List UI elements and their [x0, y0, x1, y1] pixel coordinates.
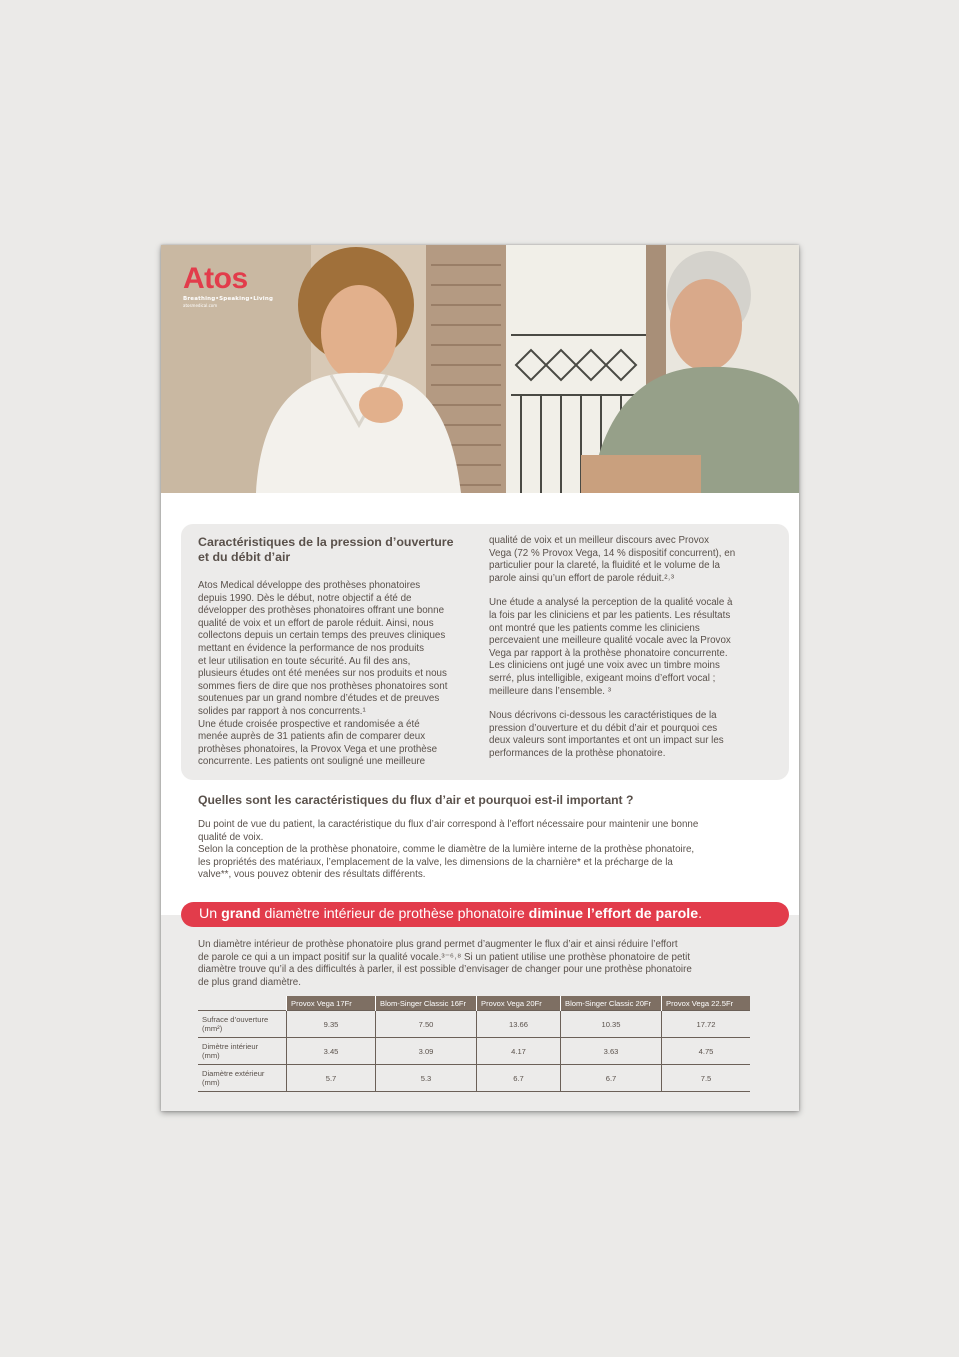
table-cell: 3.45 — [287, 1038, 376, 1065]
intro-right-column — [489, 535, 779, 761]
table-cell: 5.7 — [287, 1065, 376, 1092]
paragraph-line: soutenues par un grand nombre d’études et de preuves — [198, 693, 440, 705]
prosthesis-specs-table — [198, 996, 750, 1092]
paragraph-line: performances de la prothèse phonatoire. — [489, 747, 666, 759]
table-cell: 3.09 — [376, 1038, 477, 1065]
paragraph-line: qualité de voix et un effort de parole réduit. Ainsi, nous — [198, 617, 434, 629]
section1-title-line1: Caractéristiques de la pression d’ouverture — [198, 535, 454, 549]
table-cell: 6.7 — [477, 1065, 561, 1092]
paragraph-line: Les cliniciens ont jugé une voix avec un timbre moins — [489, 660, 720, 672]
paragraph-line: sommes fiers de dire que nos prothèses phonatoires sont — [198, 680, 448, 692]
table-cell: 5.3 — [376, 1065, 477, 1092]
banner-text-3: . — [698, 906, 703, 922]
paragraph-line: mettant en évidence la performance de nos produits — [198, 642, 425, 654]
row-label-line2: (mm) — [202, 1078, 220, 1087]
atos-logo — [183, 263, 273, 308]
paragraph-line: serré, plus intelligible, exigeant moins d’effort vocal ; — [489, 672, 716, 684]
section1-left-paragraphs — [198, 580, 478, 769]
paragraph-line: menée auprès de 31 patients afin de comparer deux — [198, 731, 426, 743]
banner-text-1: Un — [199, 906, 222, 922]
row-label — [198, 1065, 287, 1092]
logo-tagline: Breathing•Speaking•Living — [183, 296, 274, 302]
table-row — [198, 1011, 750, 1038]
row-label-line2: (mm) — [202, 1051, 220, 1060]
table-corner-cell — [198, 996, 287, 1011]
section1-right-paragraph-1 — [489, 535, 779, 585]
table-cell: 7.5 — [662, 1065, 751, 1092]
paragraph-line: qualité de voix. — [198, 831, 264, 843]
paragraph-line: Nous décrivons ci-dessous les caractéristiques de la — [489, 710, 717, 722]
document-page — [161, 245, 799, 1111]
paragraph-line: meilleure dans l’ensemble. ³ — [489, 685, 611, 697]
section3-paragraph — [198, 939, 778, 989]
paragraph-line: percevaient une meilleure qualité vocale avec la Provox — [489, 635, 731, 647]
banner-text-2: diamètre intérieur de prothèse phonatoire — [260, 906, 529, 922]
table-cell: 3.63 — [561, 1038, 662, 1065]
paragraph-line: plusieurs études ont été menées sur nos produits et nous — [198, 668, 447, 680]
table-cell: 4.17 — [477, 1038, 561, 1065]
paragraph-line: concurrente. Les patients ont souligné une meilleure — [198, 756, 426, 768]
table-cell: 13.66 — [477, 1011, 561, 1038]
paragraph-line: Selon la conception de la prothèse phonatoire, comme le diamètre de la lumière interne de la prothèse phonatoire, — [198, 844, 695, 856]
paragraph-line: pression d’ouverture et du débit d’air et pourquoi ces — [489, 722, 718, 734]
banner-text-bold-2: diminue l’effort de parole — [528, 906, 699, 922]
section2-paragraph — [198, 819, 778, 882]
paragraph-line: depuis 1990. Dès le début, notre objectif a été de — [198, 592, 412, 604]
table-cell: 17.72 — [662, 1011, 751, 1038]
row-label-line1: Diamètre extérieur — [202, 1069, 265, 1078]
paragraph-line: Du point de vue du patient, la caractéristique du flux d’air correspond à l’effort nécessaire pour maintenir une bonne — [198, 819, 699, 830]
paragraph-line: valve**, vous pouvez obtenir des résultats différents. — [198, 869, 426, 881]
diameter-section — [198, 939, 778, 989]
paragraph-line: Une étude croisée prospective et randomisée a été — [198, 718, 420, 730]
section1-right-paragraph-3 — [489, 710, 779, 760]
paragraph-line: Une étude a analysé la perception de la qualité vocale à — [489, 597, 733, 609]
table-cell: 4.75 — [662, 1038, 751, 1065]
paragraph-line: diamètre trouve qu’il a des difficultés à parler, il est possible d’envisager de changer pour une prothèse phonatoire — [198, 964, 692, 976]
table-row — [198, 1038, 750, 1065]
logo-wordmark: Atos — [183, 262, 248, 295]
paragraph-line: solides par rapport à nos concurrents.¹ — [198, 705, 366, 717]
table-cell: 10.35 — [561, 1011, 662, 1038]
paragraph-line: parole ainsi qu’un effort de parole réduit.²˒³ — [489, 572, 674, 584]
banner-text-bold-1: grand — [221, 906, 261, 922]
table-header: Blom-Singer Classic 16Fr — [376, 996, 477, 1011]
paragraph-line: collectons depuis un certain temps des preuves cliniques — [198, 630, 446, 642]
paragraph-line: Vega (72 % Provox Vega, 14 % dispositif concurrent), en — [489, 547, 736, 559]
section1-title-line2: et du débit d’air — [198, 550, 291, 564]
table-header: Provox Vega 17Fr — [287, 996, 376, 1011]
logo-subtagline: atosmedical.com — [183, 303, 218, 308]
row-label — [198, 1011, 287, 1038]
section1-right-paragraph-2 — [489, 597, 779, 698]
row-label — [198, 1038, 287, 1065]
row-label-line1: Sufrace d’ouverture — [202, 1015, 269, 1024]
paragraph-line: la fois par les cliniciens et par les patients. Les résultats — [489, 609, 731, 621]
paragraph-line: de plus grand diamètre. — [198, 976, 301, 988]
paragraph-line: qualité de voix et un meilleur discours avec Provox — [489, 535, 709, 546]
paragraph-line: de parole ce qui a un impact positif sur la qualité vocale.³⁻⁶˒⁸ Si un patient utilise une prothèse phonatoire de petit — [198, 951, 691, 963]
paragraph-line: et leur utilisation en toute sécurité. Au fil des ans, — [198, 655, 411, 667]
table-cell: 7.50 — [376, 1011, 477, 1038]
row-label-line2: (mm²) — [202, 1024, 223, 1033]
table-row — [198, 1065, 750, 1092]
paragraph-line: développer des prothèses phonatoires offrant une bonne — [198, 605, 445, 617]
section1-title — [198, 535, 478, 565]
paragraph-line: les propriétés des matériaux, l’emplacement de la valve, les dimensions de la charnière* et la précharge de la — [198, 856, 673, 868]
table-header: Provox Vega 22.5Fr — [662, 996, 751, 1011]
hero-photo — [161, 245, 799, 493]
table-header: Provox Vega 20Fr — [477, 996, 561, 1011]
row-label-line1: Dimètre intérieur — [202, 1042, 259, 1051]
intro-left-column — [198, 535, 478, 769]
paragraph-line: ont montré que les patients comme les cliniciens — [489, 622, 700, 634]
table-header: Blom-Singer Classic 20Fr — [561, 996, 662, 1011]
table-header-row — [198, 996, 750, 1011]
table-cell: 6.7 — [561, 1065, 662, 1092]
paragraph-line: deux valeurs sont importantes et ont un impact sur les — [489, 735, 724, 747]
airflow-section — [198, 793, 778, 882]
paragraph-line: Atos Medical développe des prothèses phonatoires — [198, 580, 421, 591]
paragraph-line: Vega par rapport à la prothèse phonatoire concurrente. — [489, 647, 728, 659]
key-message-banner — [181, 902, 789, 927]
paragraph-line: prothèses phonatoires, la Provox Vega et une prothèse — [198, 743, 438, 755]
section2-title: Quelles sont les caractéristiques du flux d’air et pourquoi est-il important ? — [198, 793, 634, 807]
table-cell: 9.35 — [287, 1011, 376, 1038]
paragraph-line: particulier pour la clareté, la fluidité et le volume de la — [489, 560, 720, 572]
paragraph-line: Un diamètre intérieur de prothèse phonatoire plus grand permet d’augmenter le flux d’air et ainsi réduire l’effort — [198, 939, 678, 950]
